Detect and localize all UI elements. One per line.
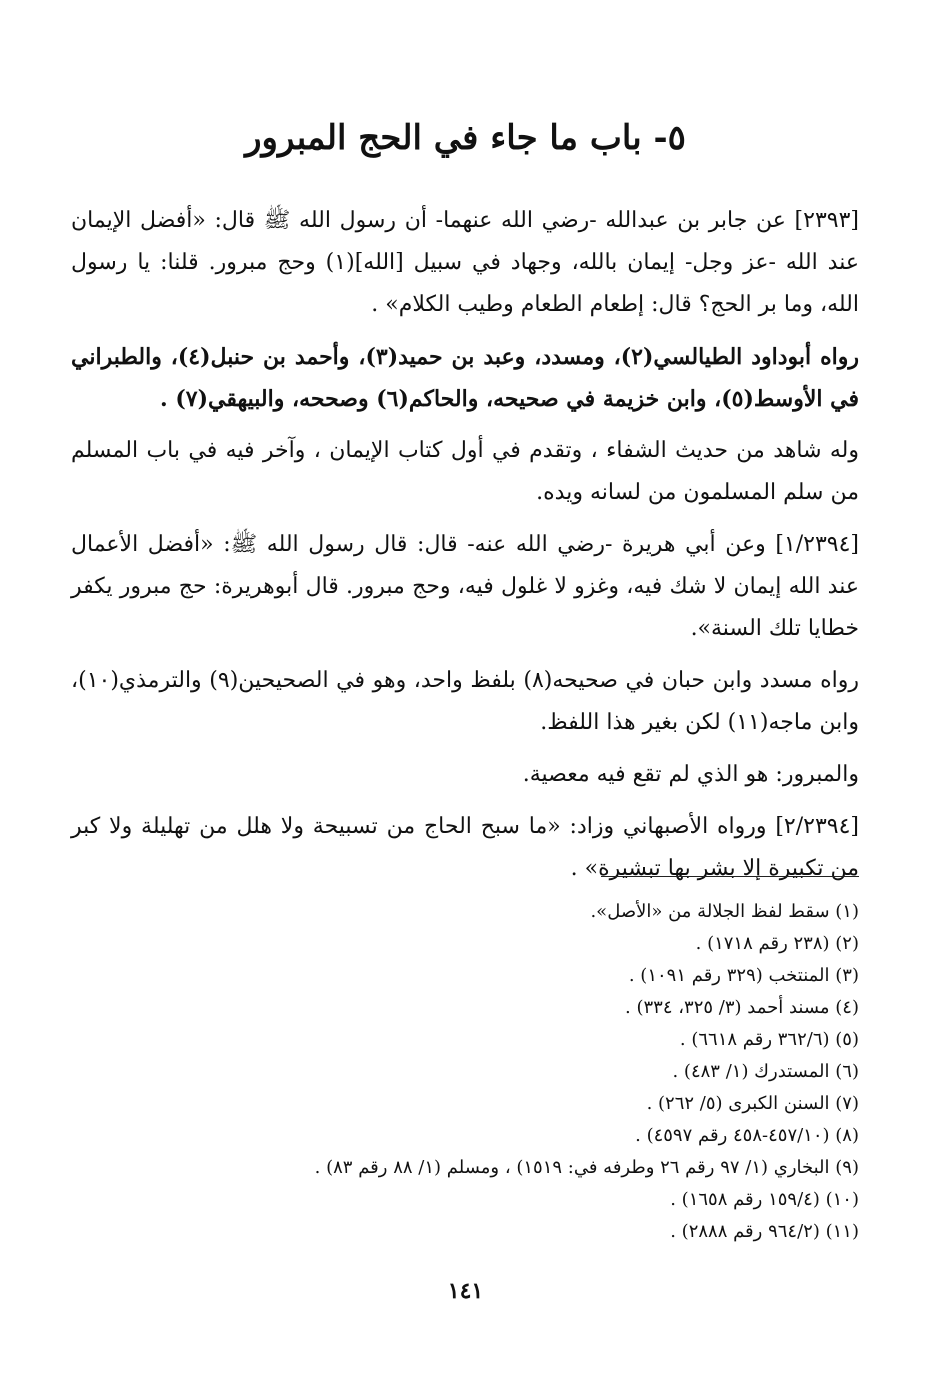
paragraph-definition: والمبرور: هو الذي لم تقع فيه معصية. [522, 762, 859, 787]
footnote: (١١) (٩٦٤/٢ رقم ٢٨٨٨) . [670, 1221, 859, 1242]
footnote: (١) سقط لفظ الجلالة من «الأصل». [590, 901, 859, 922]
footnote: (٢) (٢٣٨ رقم ١٧١٨) . [695, 933, 859, 954]
footnote: (٣) المنتخب (٣٢٩ رقم ١٠٩١) . [628, 965, 859, 986]
page-number: ١٤١ [447, 1278, 484, 1304]
footnote: (١٠) (١٥٩/٤ رقم ١٦٥٨) . [670, 1189, 859, 1210]
chapter-title: ٥- باب ما جاء في الحج المبرور [245, 118, 686, 158]
footnote: (٧) السنن الكبرى (٥/ ٢٦٢) . [646, 1093, 859, 1114]
footnote: (٨) (٤٥٧/١٠-٤٥٨ رقم ٤٥٩٧) . [635, 1125, 859, 1146]
footnote: (٥) (٣٦٢/٦ رقم ٦٦١٨) . [679, 1029, 859, 1050]
paragraph-narrators-2393: رواه أبوداود الطيالسي(٢)، ومسدد، وعبد بن حميد(٣)، وأحمد بن حنبل(٤)، والطبراني في الأوسط(٥)، وابن خزيمة في صحيحه، والحاكم(٦) وصححه، والبيهقي(٧) . [71, 344, 859, 412]
main-text [71, 200, 859, 900]
footnote: (٩) البخاري (١/ ٩٧ رقم ٢٦ وطرفه في: ١٥١٩) ، ومسلم (١/ ٨٨ رقم ٨٣) . [314, 1157, 859, 1178]
paragraph-hadith-2394-2: [٢/٢٣٩٤] ورواه الأصبهاني وزاد: «ما سبح الحاج من تسبيحة ولا هلل من تهليلة ولا كبر من تكبيرة إلا بشر بها تبشيرة» . [71, 814, 859, 881]
paragraph-hadith-2393: [٢٣٩٣] عن جابر بن عبدالله -رضي الله عنهما- أن رسول الله ﷺ قال: «أفضل الإيمان عند الله -عز وجل- إيمان بالله، وجهاد في سبيل [الله](١) وحج مبرور. قلنا: يا رسول الله، وما بر الحج؟ قال: إطعام الطعام وطيب الكلام» . [71, 208, 859, 317]
footnotes-list [71, 896, 859, 1248]
paragraph-narrators-2394: رواه مسدد وابن حبان في صحيحه(٨) بلفظ واحد، وهو في الصحيحين(٩) والترمذي(١٠)، وابن ماجه(١١) لكن بغير هذا اللفظ. [71, 668, 860, 735]
footnote-divider [601, 876, 859, 877]
paragraph-hadith-2394-1: [١/٢٣٩٤] وعن أبي هريرة -رضي الله عنه- قال: قال رسول الله ﷺ: «أفضل الأعمال عند الله إيمان لا شك فيه، وغزو لا غلول فيه، وحج مبرور. قال أبوهريرة: حج مبرور يكفر خطايا تلك السنة». [71, 532, 859, 641]
footnote: (٤) مسند أحمد (٣/ ٣٢٥، ٣٣٤) . [625, 997, 859, 1018]
paragraph-witness: وله شاهد من حديث الشفاء ، وتقدم في أول كتاب الإيمان ، وآخر فيه في باب المسلم من سلم المسلمون من لسانه ويده. [71, 438, 859, 505]
footnote: (٦) المستدرك (١/ ٤٨٣) . [672, 1061, 859, 1082]
